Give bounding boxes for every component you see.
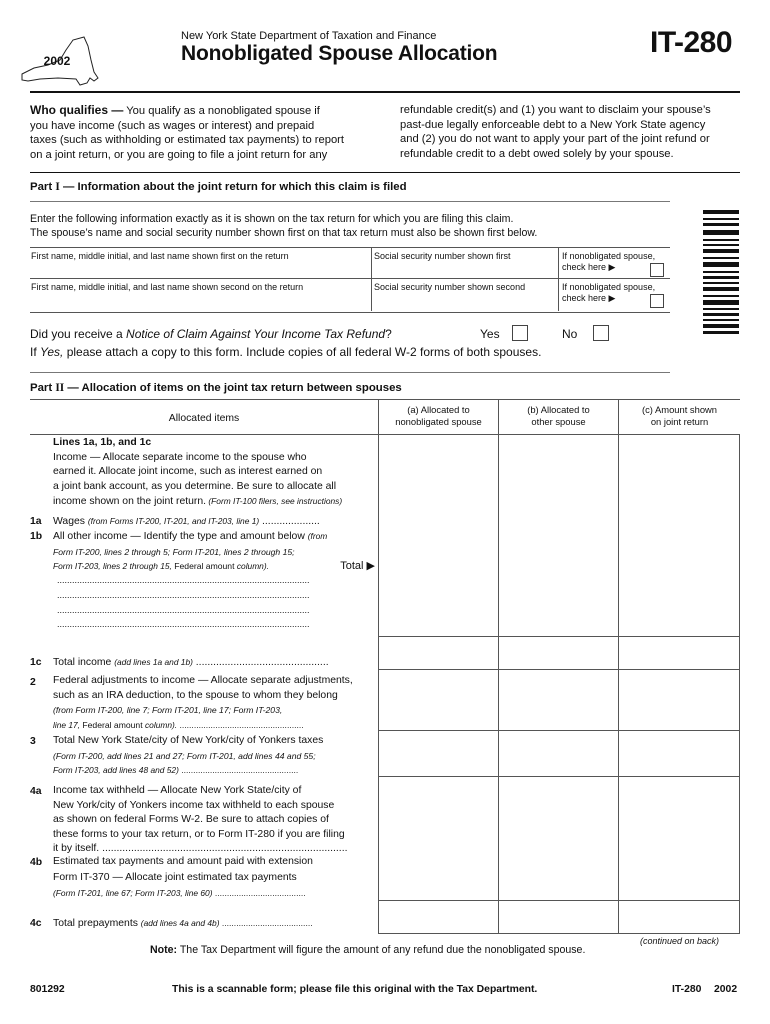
line-1a-number: 1a [30, 516, 42, 527]
part-2-roman: II [55, 382, 65, 394]
line-4a-text-1: Income tax withheld — Allocate New York State/city of [53, 785, 302, 796]
line-1b-federal: Federal amount [171, 561, 237, 572]
line-2-source-2: line 17, [53, 719, 81, 730]
notice-no-checkbox[interactable] [593, 325, 609, 341]
part-1-col-divider-2 [558, 248, 559, 311]
part-1-instructions [30, 212, 690, 240]
part-1-col-divider-1 [371, 248, 372, 311]
part-1-heading [30, 181, 407, 193]
header-divider [30, 91, 740, 93]
line-2-federal: Federal amount [80, 719, 145, 730]
lines-1-intro [53, 436, 378, 510]
line-4b-text-1: Estimated tax payments and amount paid with extension [53, 856, 313, 867]
line-3-source-1: (Form IT-200, add lines 21 and 27; Form IT-201, add lines 44 and 55; [53, 750, 316, 761]
line-1c-amount-row[interactable] [378, 637, 740, 669]
line-2 [53, 674, 378, 733]
part-1-roman: I [55, 181, 60, 193]
intro-right-line-3: and (2) you do not want to apply your part of the joint refund or [400, 133, 710, 146]
line-2-text-1: Federal adjustments to income — Allocate separate adjustments, [53, 675, 353, 686]
line-4b-source: (Form IT-201, line 67; Form IT-203, line 60) [53, 888, 213, 899]
col-header-allocated-items: Allocated items [168, 413, 240, 424]
line-3 [53, 734, 378, 779]
line-1a-dots: .................... [259, 516, 320, 527]
col-header-b-line-1: (b) Allocated to [527, 404, 590, 415]
intro-divider [30, 172, 740, 173]
first-spouse-ssn-field[interactable]: Social security number shown first [374, 251, 511, 261]
line-1a-text: Wages [53, 516, 88, 527]
line-4a-text-2: New York/city of Yonkers income tax withheld to each spouse [53, 799, 335, 811]
line-1c-dots: .............................................. [192, 657, 329, 668]
lines-1-text-2: earned it. Allocate joint income, such as interest earned on [53, 466, 323, 478]
line-1b-total-label: Total ▶ [340, 560, 375, 573]
form-title: Nonobligated Spouse Allocation [181, 42, 498, 65]
part-2-table-top-rule [30, 399, 740, 400]
part-1-instruction-1: Enter the following information exactly as it is shown on the tax return for which you are filing this claim. [30, 213, 514, 225]
part-1-row-divider [30, 278, 670, 279]
notice-question [30, 327, 392, 341]
line-4b [53, 855, 378, 902]
intro-left [30, 103, 385, 162]
lines-1-text-3: a joint bank account, as you determine. Be sure to allocate all [53, 480, 337, 492]
line-1c-text: Total income [53, 657, 115, 668]
second-spouse-name-field[interactable]: First name, middle initial, and last name shown second on the return [31, 282, 304, 292]
scannable-notice: This is a scannable form; please file this original with the Tax Department. [172, 984, 538, 995]
who-qualifies-lead: Who qualifies — [30, 103, 124, 117]
part-1-label: Part [30, 181, 53, 193]
scan-barcode [703, 208, 739, 336]
line-4c-dots: ...................................... [219, 918, 313, 928]
line-4a-text-5: it by itself. ..................................................................................... [53, 843, 348, 855]
line-4a-text-3: as shown on federal Forms W-2. Be sure to attach copies of [53, 814, 329, 826]
line-4b-dots: ...................................... [212, 888, 306, 899]
line-1b-entry-1[interactable]: ..................................................................................................... [57, 575, 310, 585]
line-1b [53, 529, 378, 575]
notice-yes-label: Yes [480, 327, 500, 341]
line-4c-number: 4c [30, 918, 42, 929]
line-4c-text: Total prepayments [53, 918, 141, 929]
lines-1-text-1: Income — Allocate separate income to the spouse who [53, 451, 307, 463]
line-1a-1b-amount-block[interactable] [378, 434, 740, 637]
col-header-c-line-1: (c) Amount shown [641, 404, 718, 415]
line-4a-text-4: these forms to your tax return, or to Form IT-280 if you are filing [53, 828, 345, 840]
line-1c [53, 655, 378, 671]
attach-yes: Yes, [40, 345, 64, 359]
form-number: IT-280 [650, 26, 733, 59]
col-header-c-line-2: on joint return [650, 416, 709, 427]
line-1b-source-1: Form IT-200, lines 2 through 5; Form IT-201, lines 2 through 15; [53, 546, 295, 557]
col-header-b [499, 404, 618, 428]
footer-form-number: IT-280 [672, 984, 702, 995]
col-header-c [619, 404, 740, 428]
right-border [739, 434, 740, 934]
line-1b-number: 1b [30, 531, 43, 542]
second-spouse-nonobligated-checkbox[interactable] [650, 294, 664, 308]
part-2-table-bottom-rule [378, 933, 740, 934]
line-2-dots: .................................................... [177, 719, 304, 730]
line-1a-source: (from Forms IT-200, IT-201, and IT-203, line 1) [87, 516, 260, 526]
part-1-grid [30, 247, 670, 313]
line-1b-entry-3[interactable]: ..................................................................................................... [57, 605, 310, 615]
line-1a [53, 514, 378, 530]
col-header-a-line-2: nonobligated spouse [395, 416, 482, 427]
line-4a-4b-amount-block[interactable] [378, 777, 740, 900]
line-1b-source-2: Form IT-203, lines 2 through 15, [53, 561, 172, 572]
part-2-label: Part [30, 382, 53, 394]
line-2-column: column). [144, 719, 178, 730]
part-2-title: — Allocation of items on the joint tax return between spouses [64, 382, 402, 394]
attach-text: please attach a copy to this form. Include copies of all federal W-2 forms of both spouses. [63, 345, 542, 359]
second-spouse-check-label-2: check here ▶ [562, 293, 616, 303]
line-1b-entry-4[interactable]: ..................................................................................................... [57, 619, 310, 629]
lines-1-text-4-note: (Form IT-100 filers, see instructions) [206, 496, 343, 507]
second-spouse-check-label-1: If nonobligated spouse, [562, 282, 656, 292]
continued-on-back: (continued on back) [640, 936, 720, 946]
first-spouse-name-field[interactable]: First name, middle initial, and last name shown first on the return [31, 251, 289, 261]
part-2-heading [30, 382, 402, 394]
intro-left-line-4: on a joint return, or you are going to file a joint return for any [30, 148, 328, 161]
line-1c-source: (add lines 1a and 1b) [114, 657, 193, 667]
line-2-amount-row[interactable] [378, 670, 740, 730]
tax-year: 2002 [43, 54, 71, 68]
lines-1-text-4: income shown on the joint return. [53, 496, 207, 508]
form-code: 801292 [30, 984, 65, 995]
note-label: Note: [150, 944, 178, 956]
line-2-text-2: such as an IRA deduction, to the spouse to whom they belong [53, 689, 338, 701]
line-2-number: 2 [30, 677, 36, 688]
line-4b-text-2: Form IT-370 — Allocate joint estimated tax payments [53, 871, 297, 883]
first-spouse-nonobligated-checkbox[interactable] [650, 263, 664, 277]
line-1b-from: (from [307, 531, 328, 541]
intro-left-line-2: you have income (such as wages or interest) and prepaid [30, 119, 315, 132]
line-3-amount-row[interactable] [378, 731, 740, 777]
part-1-instruction-2: The spouse’s name and social security number shown first on that tax return must also be shown first below. [30, 227, 538, 239]
notice-no-label: No [562, 327, 578, 341]
second-spouse-ssn-field[interactable]: Social security number shown second [374, 282, 526, 292]
part-1-bottom-rule [30, 372, 670, 373]
line-3-dots: ................................................. [178, 765, 299, 776]
line-4a-number: 4a [30, 786, 42, 797]
intro-right-line-4: refundable credit to a debt owed solely by your spouse. [400, 147, 674, 160]
first-spouse-check-label-1: If nonobligated spouse, [562, 251, 656, 261]
refund-note [150, 944, 585, 956]
line-4c-amount-row[interactable] [378, 901, 740, 933]
intro-right-line-1: refundable credit(s) and (1) you want to disclaim your spouse’s [400, 104, 711, 116]
line-4a [53, 784, 378, 857]
part-1-title: — Information about the joint return for which this claim is filed [59, 181, 407, 193]
notice-yes-checkbox[interactable] [512, 325, 528, 341]
line-3-number: 3 [30, 736, 36, 747]
attach-instruction [30, 345, 541, 359]
notice-question-mark: ? [385, 327, 392, 341]
line-1c-number: 1c [30, 657, 42, 668]
intro-left-line-3: taxes (such as withholding or estimated tax payments) to report [30, 134, 345, 147]
notice-question-title: Notice of Claim Against Your Income Tax Refund [126, 327, 386, 341]
intro-right [400, 103, 745, 161]
line-4c [53, 916, 378, 932]
footer-year: 2002 [714, 984, 738, 995]
line-2-source-1: (from Form IT-200, line 7; Form IT-201, line 17; Form IT-203, [53, 705, 283, 716]
lines-1-heading: Lines 1a, 1b, and 1c [53, 437, 152, 448]
first-spouse-check-label-2: check here ▶ [562, 262, 616, 272]
notice-question-text: Did you receive a [30, 327, 127, 341]
col-header-a-line-1: (a) Allocated to [407, 404, 470, 415]
line-1b-entry-2[interactable]: ..................................................................................................... [57, 590, 310, 600]
col-header-a [379, 404, 498, 428]
line-4b-number: 4b [30, 857, 43, 868]
note-text: The Tax Department will figure the amount of any refund due the nonobligated spouse. [177, 944, 586, 956]
line-3-text-1: Total New York State/city of New York/city of Yonkers taxes [53, 735, 324, 746]
line-1b-text: All other income — Identify the type and amount below [53, 531, 308, 542]
intro-right-line-2: past-due legally enforceable debt to a New York State agency [400, 118, 706, 131]
intro-left-line-1: You qualify as a nonobligated spouse if [126, 105, 320, 117]
col-header-b-line-2: other spouse [531, 416, 586, 427]
line-1b-column: column). [236, 561, 269, 572]
line-4c-source: (add lines 4a and 4b) [140, 918, 220, 928]
part-1-heading-rule [30, 201, 670, 202]
line-3-source-2: Form IT-203, add lines 48 and 52) [53, 765, 179, 776]
agency-name: New York State Department of Taxation and Finance [181, 30, 437, 42]
attach-if: If [30, 345, 41, 359]
